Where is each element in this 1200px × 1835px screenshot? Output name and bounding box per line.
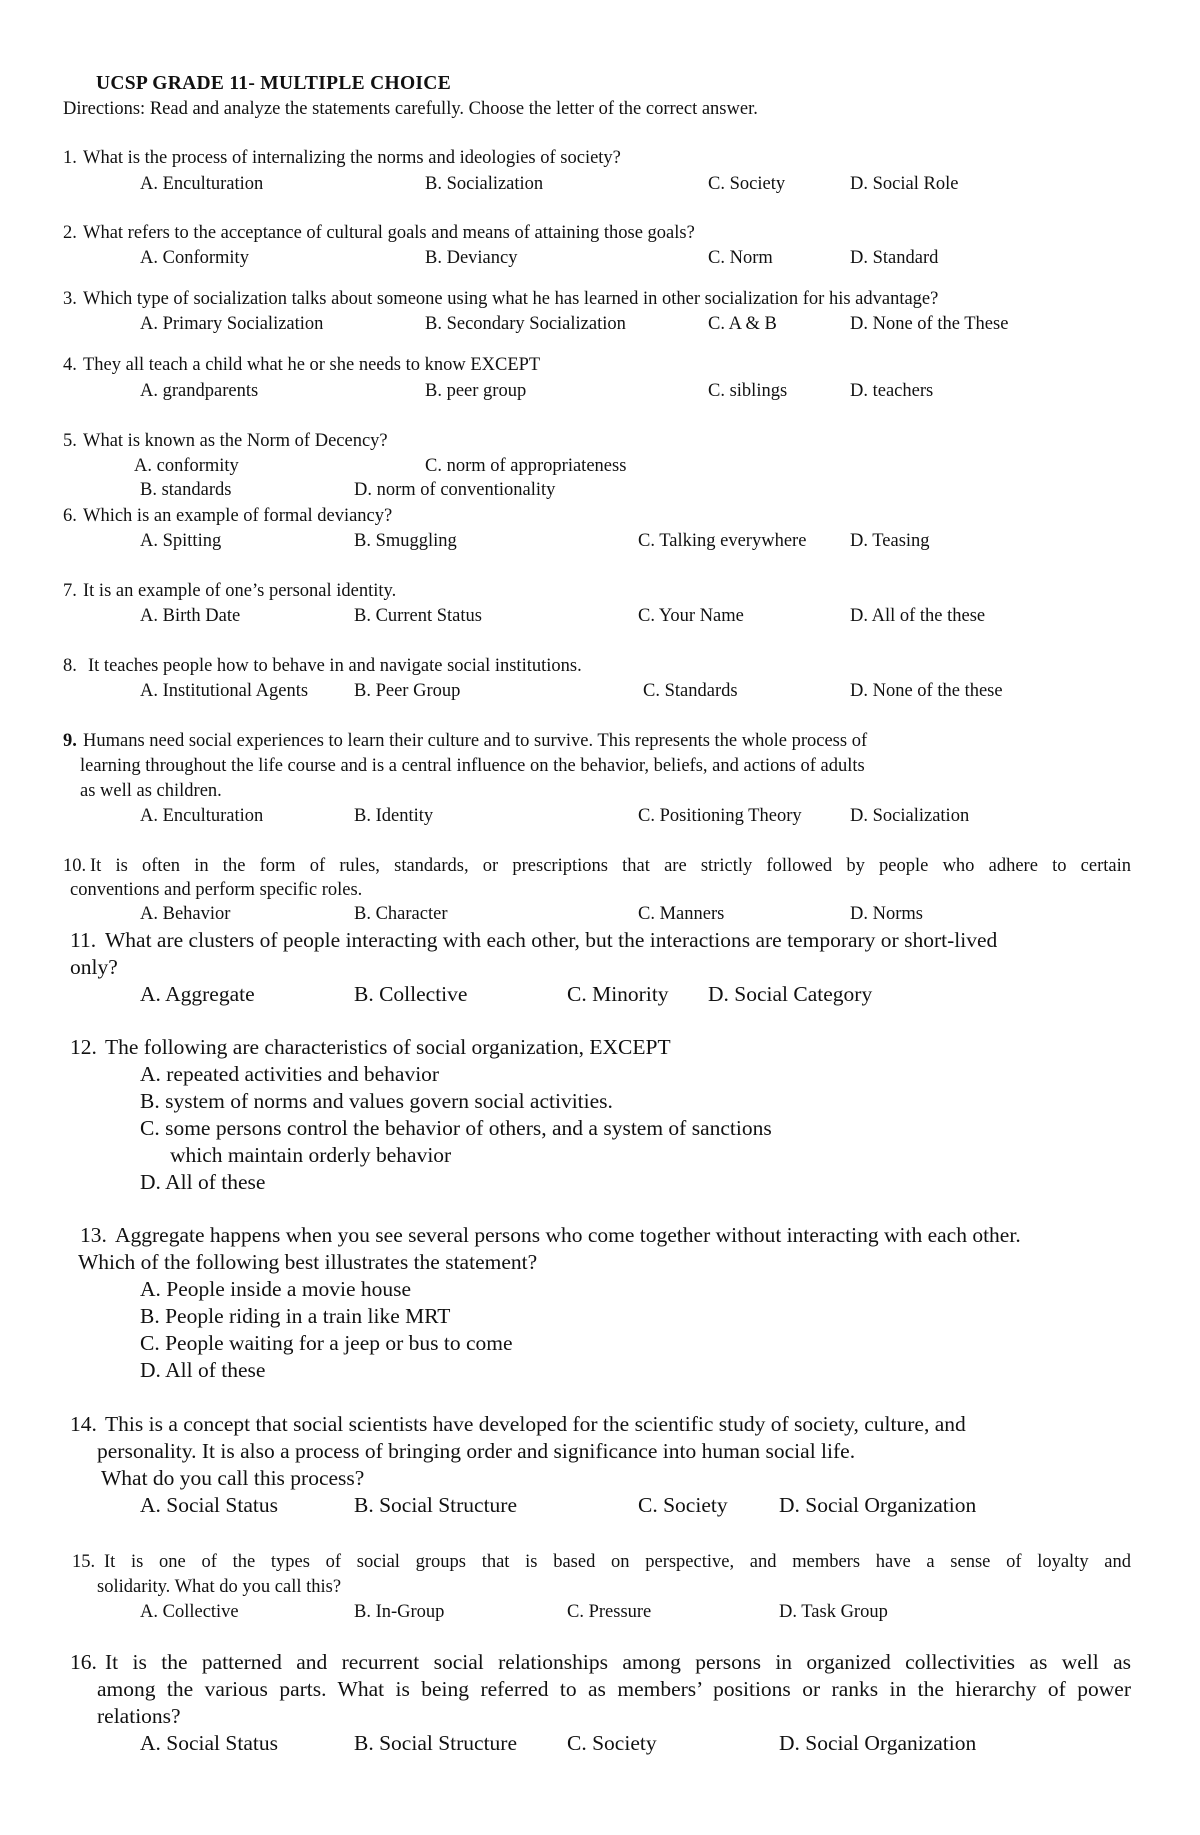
question-text: learning throughout the life course and is a central influence on the behavior, beliefs, and actions of adults [80,756,865,776]
option-d: D. Socialization [850,806,970,826]
question-text: Which type of socialization talks about someone using what he has learned in other socialization for his advantage? [83,289,939,309]
option-d: D. All of these [140,1170,266,1194]
option-a: A. Social Status [140,1493,278,1517]
option-b: B. Socialization [425,174,544,194]
option-d: D. Social Role [850,174,959,194]
option-c: C. People waiting for a jeep or bus to come [140,1331,513,1355]
option-a: A. Birth Date [140,606,241,626]
option-d: D. None of the These [850,314,1009,334]
option-d: D. All of the these [850,606,986,626]
question-text: What is known as the Norm of Decency? [83,431,388,451]
question-number: 5. [63,431,77,451]
question-number: 6. [63,506,77,526]
option-a: A. Enculturation [140,806,264,826]
option-b: B. peer group [425,381,527,401]
question-number: 1. [63,148,77,168]
question-number: 16. [70,1650,97,1674]
option-a: A. Behavior [140,904,231,924]
option-b: B. Peer Group [354,681,461,701]
option-a: A. Enculturation [140,174,264,194]
question-text: Humans need social experiences to learn their culture and to survive. This represents the whole process of [83,731,868,751]
question-text: solidarity. What do you call this? [97,1577,342,1597]
option-c: C. Society [708,174,786,194]
option-c: C. norm of appropriateness [425,456,627,476]
option-c: C. A & B [708,314,777,334]
option-b: B. Social Structure [354,1731,518,1755]
option-c: C. Society [638,1493,728,1517]
option-c: C. Pressure [567,1602,652,1622]
question-number: 12. [70,1035,97,1059]
option-c: C. Society [567,1731,657,1755]
option-c: C. Talking everywhere [638,531,807,551]
option-a: A. Collective [140,1602,239,1622]
option-d: D. Standard [850,248,939,268]
question-text: It is an example of one’s personal identity. [83,581,397,601]
question-text: only? [70,955,118,979]
option-b: B. Character [354,904,448,924]
option-d: D. norm of conventionality [354,480,556,500]
option-b: B. Identity [354,806,434,826]
option-d: D. Social Organization [779,1493,977,1517]
option-a: A. repeated activities and behavior [140,1062,440,1086]
question-text: They all teach a child what he or she needs to know EXCEPT [83,355,541,375]
question-text: It is one of the types of social groups that is based on perspective, and members have a sense of loyalty and [104,1552,1131,1572]
option-c: C. Minority [567,982,669,1006]
question-text: It teaches people how to behave in and navigate social institutions. [88,656,582,676]
option-c: C. some persons control the behavior of others, and a system of sanctions [140,1116,772,1140]
question-number: 13. [80,1223,107,1247]
worksheet-title: UCSP GRADE 11- MULTIPLE CHOICE [96,73,452,94]
option-b: B. Secondary Socialization [425,314,626,334]
directions: Directions: Read and analyze the statements carefully. Choose the letter of the correct answer. [63,99,758,119]
option-c: C. Manners [638,904,725,924]
option-a: A. Conformity [140,248,249,268]
question-text: conventions and perform specific roles. [70,880,363,900]
option-b: B. Social Structure [354,1493,518,1517]
option-a: A. grandparents [140,381,259,401]
question-text: What refers to the acceptance of cultural goals and means of attaining those goals? [83,223,695,243]
option-d: D. None of the these [850,681,1003,701]
option-b: B. system of norms and values govern social activities. [140,1089,613,1113]
option-c-continued: which maintain orderly behavior [170,1143,452,1167]
option-a: A. Primary Socialization [140,314,324,334]
question-number: 11. [70,928,97,952]
question-text: Aggregate happens when you see several persons who come together without interacting with each other. [115,1223,1021,1247]
question-number: 4. [63,355,77,375]
option-d: D. All of these [140,1358,266,1382]
question-number: 15. [72,1552,96,1572]
option-a: A. Social Status [140,1731,278,1755]
question-number: 10. [63,856,87,876]
option-d: D. teachers [850,381,934,401]
question-text: It is the patterned and recurrent social relationships among persons in organized collectivities as well as [105,1650,1131,1674]
question-text: as well as children. [80,781,222,801]
option-d: D. Norms [850,904,923,924]
option-a: A. Institutional Agents [140,681,309,701]
question-number: 3. [63,289,77,309]
option-b: B. People riding in a train like MRT [140,1304,451,1328]
question-text: Which is an example of formal deviancy? [83,506,393,526]
question-number: 2. [63,223,77,243]
option-c: C. Your Name [638,606,744,626]
option-b: B. Current Status [354,606,482,626]
option-d: D. Social Organization [779,1731,977,1755]
option-a: A. conformity [134,456,239,476]
question-text: Which of the following best illustrates the statement? [78,1250,538,1274]
option-a: A. Aggregate [140,982,255,1006]
question-text: What is the process of internalizing the norms and ideologies of society? [83,148,621,168]
question-number: 7. [63,581,77,601]
question-text: What are clusters of people interacting with each other, but the interactions are temporary or short-lived [105,928,998,952]
option-a: A. People inside a movie house [140,1277,412,1301]
question-text: The following are characteristics of social organization, EXCEPT [105,1035,671,1059]
option-d: D. Teasing [850,531,930,551]
question-number: 8. [63,656,77,676]
option-b: B. In-Group [354,1602,445,1622]
question-text: relations? [97,1704,181,1728]
question-text: among the various parts. What is being referred to as members’ positions or ranks in the hierarchy of power [97,1677,1131,1701]
option-b: B. Collective [354,982,468,1006]
question-text: It is often in the form of rules, standards, or prescriptions that are strictly followed by people who adhere to certain [90,856,1131,876]
option-d: D. Task Group [779,1602,888,1622]
option-a: A. Spitting [140,531,222,551]
question-number: 14. [70,1412,97,1436]
option-b: B. standards [140,480,232,500]
option-c: C. siblings [708,381,788,401]
option-b: B. Smuggling [354,531,457,551]
question-text: This is a concept that social scientists have developed for the scientific study of society, culture, and [105,1412,966,1436]
option-b: B. Deviancy [425,248,518,268]
option-c: C. Standards [643,681,738,701]
question-text: personality. It is also a process of bringing order and significance into human social life. [97,1439,856,1463]
question-text: What do you call this process? [101,1466,365,1490]
option-d: D. Social Category [708,982,873,1006]
option-c: C. Positioning Theory [638,806,802,826]
question-number: 9. [63,731,77,751]
option-c: C. Norm [708,248,773,268]
